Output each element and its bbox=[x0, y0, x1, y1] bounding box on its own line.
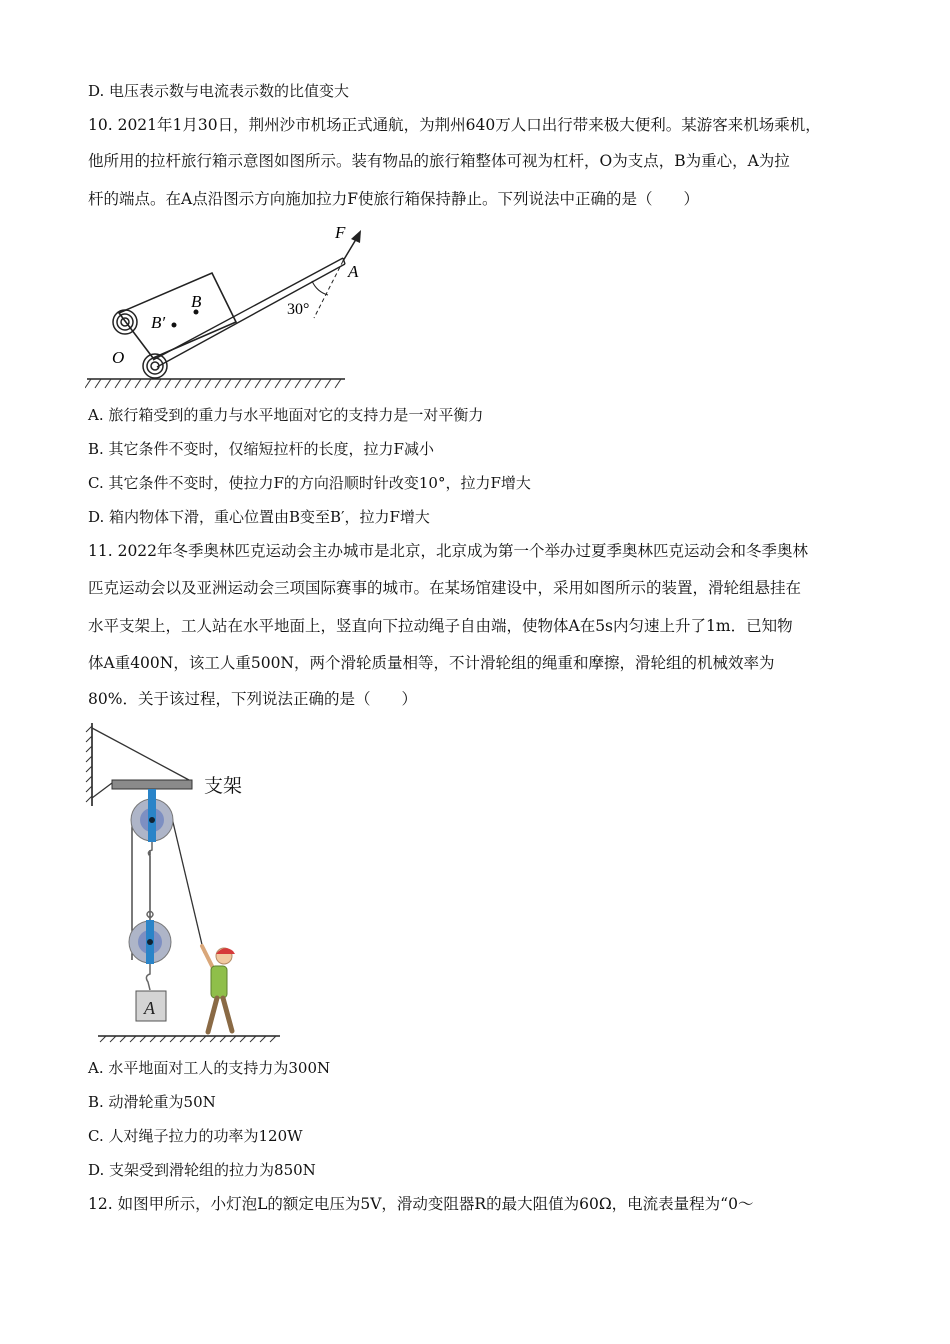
rope-to-worker bbox=[172, 818, 204, 953]
wall-hatching bbox=[86, 726, 92, 802]
label-b: B bbox=[191, 292, 202, 311]
q10-option-b: B. 其它条件不变时，仅缩短拉杆的长度，拉力F减小 bbox=[88, 440, 434, 458]
q11-stem-line-1: 11. 2022年冬季奥林匹克运动会主办城市是北京，北京成为第一个举办过夏季奥林匹克运动会和冬季奥林 bbox=[88, 542, 809, 560]
q10-option-c: C. 其它条件不变时，使拉力F的方向沿顺时针改变10°，拉力F增大 bbox=[88, 474, 531, 492]
q9-option-d: D. 电压表示数与电流表示数的比值变大 bbox=[88, 82, 350, 100]
label-angle: 30° bbox=[287, 301, 310, 318]
ground-hatching bbox=[85, 379, 341, 388]
q10-stem-line-3: 杆的端点。在A点沿图示方向施加拉力F使旅行箱保持静止。下列说法中正确的是（ ） bbox=[88, 190, 699, 208]
movable-pulley bbox=[129, 920, 171, 964]
q10-option-d: D. 箱内物体下滑，重心位置由B变至B′，拉力F增大 bbox=[88, 508, 430, 526]
suitcase-body bbox=[119, 273, 236, 358]
q11-option-c: C. 人对绳子拉力的功率为120W bbox=[88, 1127, 303, 1145]
pulley-system-figure bbox=[84, 718, 304, 1043]
object-a-label: A bbox=[144, 998, 155, 1018]
lower-wheel-pivot bbox=[143, 354, 167, 378]
q10-stem-line-1: 10. 2021年1月30日，荆州沙市机场正式通航，为荆州640万人口出行带来极大便利。某游客来机场乘机， bbox=[88, 116, 821, 134]
angle-arc bbox=[312, 281, 328, 295]
fixed-pulley bbox=[131, 798, 173, 842]
pulley-ground-hatching bbox=[100, 1036, 276, 1042]
q11-stem-line-3: 水平支架上，工人站在水平地面上，竖直向下拉动绳子自由端，使物体A在5s内匀速上升了1m．已知物 bbox=[88, 617, 793, 635]
q10-option-a: A. 旅行箱受到的重力与水平地面对它的支持力是一对平衡力 bbox=[88, 406, 484, 424]
center-of-gravity-b-prime bbox=[172, 323, 177, 328]
q11-option-b: B. 动滑轮重为50N bbox=[88, 1093, 216, 1111]
worker-figure bbox=[202, 946, 235, 1032]
block-hook bbox=[146, 964, 150, 990]
label-o: O bbox=[112, 348, 125, 367]
bracket-label: 支架 bbox=[204, 775, 243, 797]
q11-option-a: A. 水平地面对工人的支持力为300N bbox=[88, 1059, 331, 1077]
q12-stem-line-1: 12. 如图甲所示，小灯泡L的额定电压为5V，滑动变阻器R的最大阻值为60Ω，电流表量程为“0～ bbox=[88, 1195, 754, 1213]
q11-option-d: D. 支架受到滑轮组的拉力为850N bbox=[88, 1161, 316, 1179]
force-arrow-head bbox=[351, 230, 361, 243]
support-brace-upper bbox=[92, 728, 189, 780]
q11-stem-line-4: 体A重400N，该工人重500N，两个滑轮质量相等，不计滑轮组的绳重和摩擦，滑轮组的机械效率为 bbox=[88, 654, 775, 672]
label-f: F bbox=[335, 223, 346, 242]
luggage-lever-figure bbox=[85, 218, 385, 393]
bracket-bar bbox=[112, 780, 192, 789]
fixed-pulley-hanger bbox=[148, 789, 156, 799]
label-b-prime: B′ bbox=[151, 313, 166, 332]
label-a: A bbox=[348, 262, 359, 281]
q10-stem-line-2: 他所用的拉杆旅行箱示意图如图所示。装有物品的旅行箱整体可视为杠杆，O为支点，B为重心，A为拉 bbox=[88, 152, 790, 170]
q11-stem-line-2: 匹克运动会以及亚洲运动会三项国际赛事的城市。在某场馆建设中，采用如图所示的装置，滑轮组悬挂在 bbox=[88, 579, 802, 597]
q11-stem-line-5: 80%．关于该过程，下列说法正确的是（ ） bbox=[88, 690, 417, 708]
